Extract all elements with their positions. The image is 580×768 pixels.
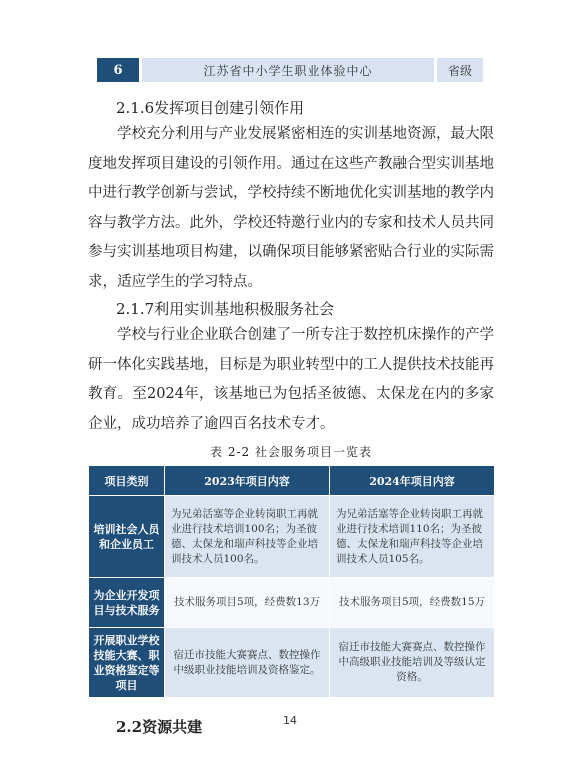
section-heading-2-1-7: 2.1.7利用实训基地积极服务社会 <box>116 300 335 318</box>
row-category: 培训社会人员和企业员工 <box>89 496 165 578</box>
table-header-category: 项目类别 <box>89 466 165 496</box>
row-category: 开展职业学校技能大赛、职业资格鉴定等项目 <box>89 628 165 698</box>
row-2023-content: 技术服务项目5项，经费数13万 <box>165 578 330 628</box>
table-caption: 表 2-2 社会服务项目一览表 <box>210 445 372 459</box>
page-content <box>88 96 494 737</box>
table-row <box>89 578 495 628</box>
page-number: 14 <box>283 714 297 727</box>
section-heading-2-1-6: 2.1.6发挥项目创建引领作用 <box>116 99 305 117</box>
social-service-table <box>88 465 495 698</box>
table-header-row <box>89 466 495 496</box>
table-row <box>89 628 495 698</box>
table-row <box>89 496 495 578</box>
row-2023-content: 为兄弟活塞等企业转岗职工再就业进行技术培训100名；为圣彼德、太保龙和瑞声科技等企业培训技术人员100名。 <box>165 496 330 578</box>
section-heading-2-2: 2.2资源共建 <box>116 718 203 736</box>
row-2024-content: 为兄弟活塞等企业转岗职工再就业进行技术培训110名；为圣彼德、太保龙和瑞声科技等企业培训技术人员105名。 <box>330 496 495 578</box>
table-header-2023: 2023年项目内容 <box>165 466 330 496</box>
row-2024-content: 宿迁市技能大赛赛点、数控操作中高级职业技能培训及等级认定资格。 <box>330 628 495 698</box>
table-header-2024: 2024年项目内容 <box>330 466 495 496</box>
section-paragraph-2-1-7: 学校与行业企业联合创建了一所专注于数控机床操作的产学研一体化实践基地，目标是为职业转型中的工人提供技术技能再教育。至2024年，该基地已为包括圣彼德、太保龙在内的多家企业，成功培养了逾四百名技术专才。 <box>88 327 494 432</box>
row-2024-content: 技术服务项目5项，经费数15万 <box>330 578 495 628</box>
row-category: 为企业开发项目与技术服务 <box>89 578 165 628</box>
header-level: 省级 <box>437 58 483 82</box>
section-paragraph-2-1-6: 学校充分利用与产业发展紧密相连的实训基地资源，最大限度地发挥项目建设的引领作用。通过在这些产教融合型实训基地中进行教学创新与尝试，学校持续不断地优化实训基地的教学内容与教学方法。此外，学校还特邀行业内的专家和技术人员共同参与实训基地项目构建，以确保项目能够紧密贴合行业的实际需求，适应学生的学习特点。 <box>88 126 494 290</box>
header-title: 江苏省中小学生职业体验中心 <box>142 58 434 82</box>
page-header <box>97 58 483 82</box>
chapter-number: 6 <box>97 58 139 82</box>
row-2023-content: 宿迁市技能大赛赛点、数控操作中级职业技能培训及资格鉴定。 <box>165 628 330 698</box>
